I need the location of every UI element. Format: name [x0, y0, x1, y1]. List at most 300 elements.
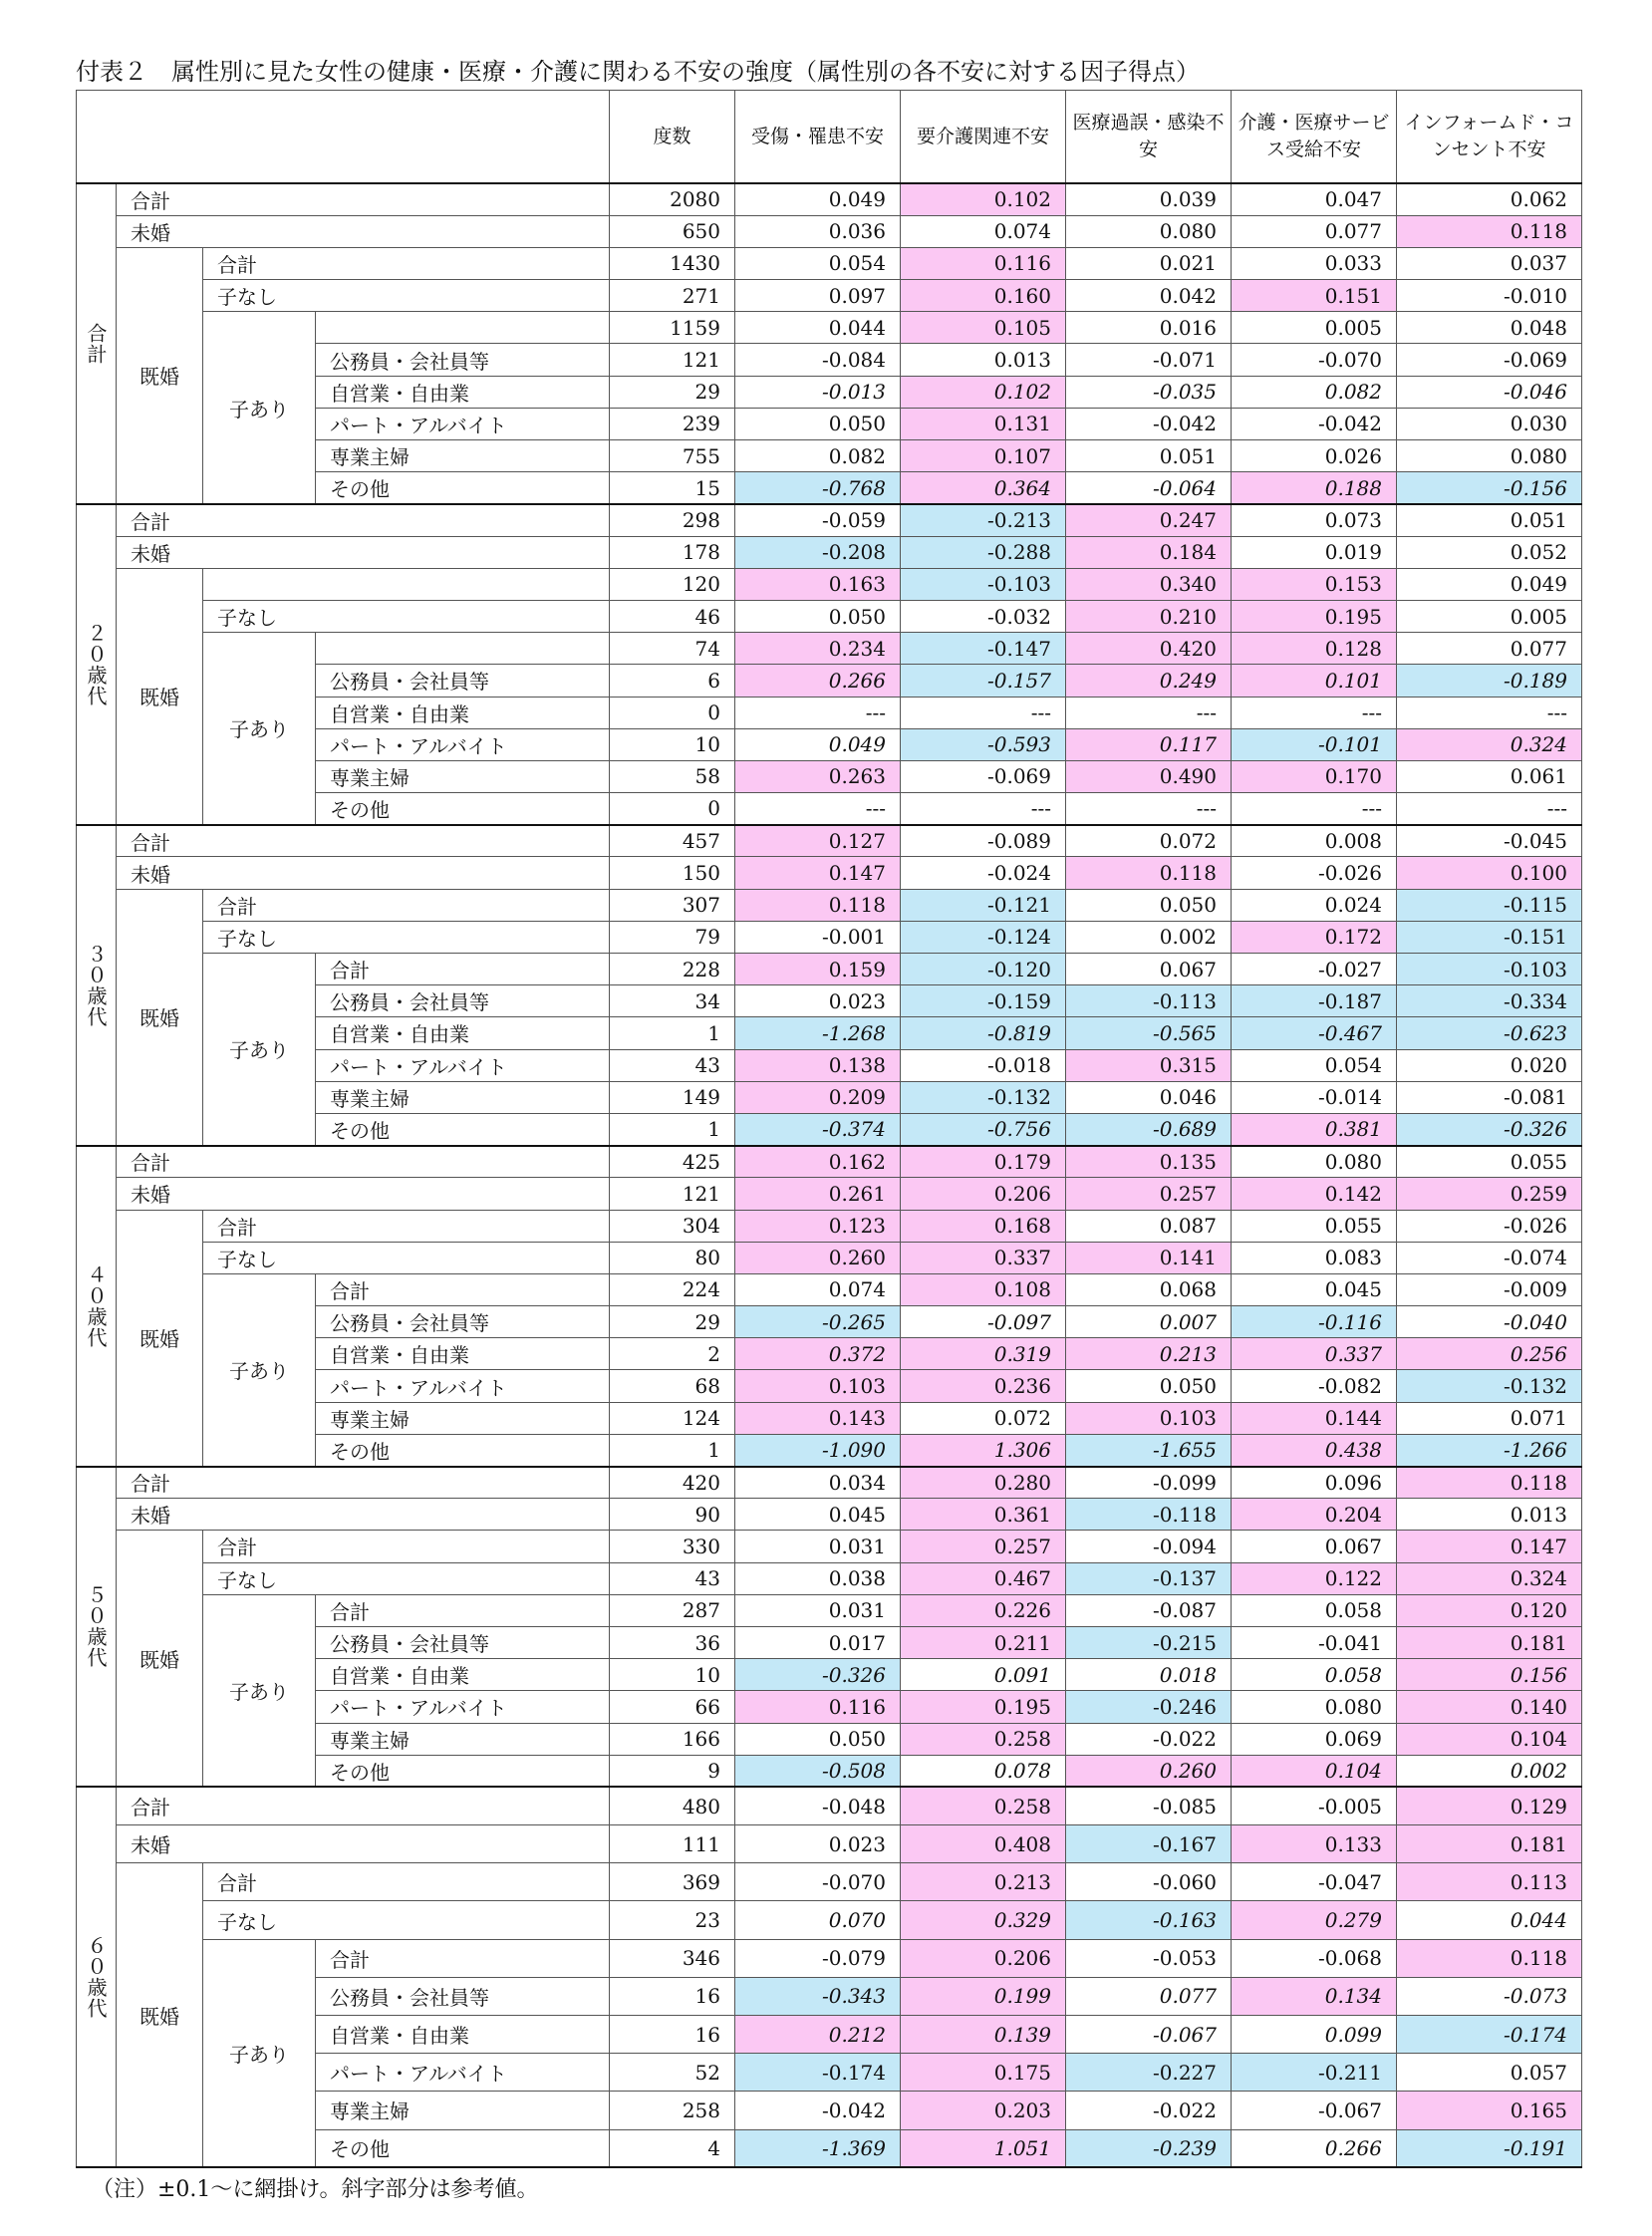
score-cell: -0.103: [1397, 954, 1582, 985]
score-cell: 0.213: [1066, 1338, 1232, 1370]
score-cell: 0.319: [901, 1338, 1066, 1370]
score-cell: 0.026: [1232, 440, 1397, 472]
score-cell: 0.199: [901, 1977, 1066, 2015]
score-cell: 0.054: [1232, 1049, 1397, 1081]
row-label-part: パート・アルバイト: [316, 1370, 610, 1402]
score-cell: 0.042: [1066, 280, 1232, 312]
frequency-cell: 124: [610, 1402, 735, 1434]
score-cell: ---: [735, 697, 901, 728]
score-cell: 0.096: [1232, 1467, 1397, 1499]
score-cell: 0.044: [1397, 1901, 1582, 1939]
row-label-unmarried: 未婚: [117, 215, 610, 247]
with-child-label: 子あり: [203, 1594, 316, 1787]
row-label-civil: 公務員・会社員等: [316, 1306, 610, 1338]
group-label: ５０歳代: [77, 1467, 117, 1788]
score-cell: -0.265: [735, 1306, 901, 1338]
score-cell: 0.070: [735, 1901, 901, 1939]
frequency-cell: 43: [610, 1562, 735, 1594]
frequency-cell: 121: [610, 1178, 735, 1210]
score-cell: -0.227: [1066, 2054, 1232, 2092]
frequency-cell: 0: [610, 793, 735, 825]
score-cell: 0.165: [1397, 2092, 1582, 2129]
score-cell: 0.324: [1397, 1562, 1582, 1594]
score-cell: 0.074: [901, 215, 1066, 247]
score-cell: 0.103: [735, 1370, 901, 1402]
score-cell: -0.048: [735, 1787, 901, 1824]
score-cell: 0.188: [1232, 472, 1397, 504]
score-cell: 0.048: [1397, 312, 1582, 344]
score-cell: 0.007: [1066, 1306, 1232, 1338]
score-cell: 0.127: [735, 825, 901, 857]
group-label: ６０歳代: [77, 1787, 117, 2167]
score-cell: 0.151: [1232, 280, 1397, 312]
score-cell: 0.080: [1066, 215, 1232, 247]
score-cell: ---: [1397, 697, 1582, 728]
table-row: [77, 954, 1582, 985]
score-cell: -0.213: [901, 504, 1066, 536]
frequency-cell: 68: [610, 1370, 735, 1402]
score-cell: -0.026: [1397, 1210, 1582, 1242]
score-cell: 0.058: [1232, 1659, 1397, 1691]
score-cell: -0.239: [1066, 2129, 1232, 2167]
score-cell: 0.005: [1397, 600, 1582, 632]
header-freq: 度数: [610, 91, 735, 184]
score-cell: 0.364: [901, 472, 1066, 504]
score-cell: -0.118: [1066, 1499, 1232, 1531]
score-cell: -0.001: [735, 921, 901, 953]
score-cell: 0.139: [901, 2016, 1066, 2054]
score-cell: -0.151: [1397, 921, 1582, 953]
score-cell: 0.020: [1397, 1049, 1582, 1081]
frequency-cell: 457: [610, 825, 735, 857]
score-cell: 0.256: [1397, 1338, 1582, 1370]
score-cell: 0.050: [735, 600, 901, 632]
score-cell: 0.172: [1232, 921, 1397, 953]
score-cell: -0.067: [1232, 2092, 1397, 2129]
score-cell: -0.163: [1066, 1901, 1232, 1939]
score-cell: 0.054: [735, 247, 901, 279]
table-row: [77, 1146, 1582, 1178]
score-cell: 0.067: [1232, 1531, 1397, 1562]
score-cell: 0.266: [1232, 2129, 1397, 2167]
score-cell: -0.343: [735, 1977, 901, 2015]
frequency-cell: 36: [610, 1626, 735, 1658]
row-label-total: 合計: [117, 825, 610, 857]
row-label-civil: 公務員・会社員等: [316, 344, 610, 376]
frequency-cell: 6: [610, 665, 735, 697]
score-cell: 0.261: [735, 1178, 901, 1210]
score-cell: -0.121: [901, 889, 1066, 921]
group-section: [77, 825, 1582, 1146]
score-cell: 0.105: [901, 312, 1066, 344]
score-cell: 0.074: [735, 1273, 901, 1305]
row-label-house: 専業主婦: [316, 760, 610, 792]
score-cell: 0.050: [735, 1723, 901, 1755]
score-cell: 0.024: [1232, 889, 1397, 921]
married-label: 既婚: [117, 889, 203, 1146]
score-cell: -0.113: [1066, 985, 1232, 1017]
header-col: インフォームド・コンセント不安: [1397, 91, 1582, 184]
score-cell: 0.195: [1232, 600, 1397, 632]
table-row: [77, 1863, 1582, 1901]
frequency-cell: 258: [610, 2092, 735, 2129]
score-cell: -0.035: [1066, 376, 1232, 408]
score-cell: 0.050: [1066, 889, 1232, 921]
score-cell: -0.069: [901, 760, 1066, 792]
score-cell: -0.005: [1232, 1787, 1397, 1824]
score-cell: -0.040: [1397, 1306, 1582, 1338]
score-cell: -0.124: [901, 921, 1066, 953]
score-cell: 0.118: [1066, 857, 1232, 889]
table-row: [77, 504, 1582, 536]
row-label-other: その他: [316, 2129, 610, 2167]
score-cell: -1.369: [735, 2129, 901, 2167]
frequency-cell: 4: [610, 2129, 735, 2167]
score-cell: -0.060: [1066, 1863, 1232, 1901]
row-label-house: 専業主婦: [316, 1402, 610, 1434]
table-row: [77, 1467, 1582, 1499]
score-cell: 0.091: [901, 1659, 1066, 1691]
score-cell: -0.097: [901, 1306, 1066, 1338]
table-row: [77, 1825, 1582, 1863]
row-label-civil: 公務員・会社員等: [316, 1626, 610, 1658]
score-cell: -0.211: [1232, 2054, 1397, 2092]
score-cell: 0.039: [1066, 183, 1232, 215]
score-cell: -0.191: [1397, 2129, 1582, 2167]
score-cell: 0.068: [1066, 1273, 1232, 1305]
score-cell: 0.160: [901, 280, 1066, 312]
score-cell: 0.045: [735, 1499, 901, 1531]
score-cell: -0.174: [1397, 2016, 1582, 2054]
row-label-no-child: 子なし: [203, 921, 610, 953]
table-row: [77, 536, 1582, 568]
score-cell: 0.046: [1066, 1081, 1232, 1113]
header-col: 医療過誤・感染不安: [1066, 91, 1232, 184]
score-cell: 0.162: [735, 1146, 901, 1178]
score-cell: -0.046: [1397, 376, 1582, 408]
score-cell: 0.280: [901, 1467, 1066, 1499]
row-label-no-child: 子なし: [203, 280, 610, 312]
frequency-cell: 425: [610, 1146, 735, 1178]
score-cell: 0.361: [901, 1499, 1066, 1531]
frequency-cell: 149: [610, 1081, 735, 1113]
score-cell: -0.009: [1397, 1273, 1582, 1305]
score-cell: -0.045: [1397, 825, 1582, 857]
score-cell: 0.108: [901, 1273, 1066, 1305]
row-label-self: 自営業・自由業: [316, 1017, 610, 1049]
married-label: 既婚: [117, 247, 203, 504]
score-cell: 0.116: [735, 1691, 901, 1723]
score-cell: ---: [1066, 697, 1232, 728]
table-row: [77, 825, 1582, 857]
row-label-other: その他: [316, 1434, 610, 1466]
score-cell: 0.258: [901, 1787, 1066, 1824]
score-cell: -0.059: [735, 504, 901, 536]
frequency-cell: 1: [610, 1434, 735, 1466]
score-cell: 0.103: [1066, 1402, 1232, 1434]
row-label-child-total: 合計: [316, 1594, 610, 1626]
frequency-cell: 287: [610, 1594, 735, 1626]
score-cell: 0.184: [1066, 536, 1232, 568]
table-row: [77, 1594, 1582, 1626]
score-cell: 0.107: [901, 440, 1066, 472]
score-cell: ---: [1232, 793, 1397, 825]
row-label-house: 専業主婦: [316, 1723, 610, 1755]
score-cell: 0.097: [735, 280, 901, 312]
score-cell: 0.340: [1066, 568, 1232, 600]
score-cell: -0.022: [1066, 2092, 1232, 2129]
score-cell: 0.050: [1066, 1370, 1232, 1402]
score-cell: -0.082: [1232, 1370, 1397, 1402]
score-cell: 0.062: [1397, 183, 1582, 215]
score-cell: -0.689: [1066, 1113, 1232, 1145]
score-cell: 0.226: [901, 1594, 1066, 1626]
score-cell: 0.080: [1232, 1146, 1397, 1178]
score-cell: 0.329: [901, 1901, 1066, 1939]
frequency-cell: 369: [610, 1863, 735, 1901]
frequency-cell: 34: [610, 985, 735, 1017]
score-cell: -0.032: [901, 600, 1066, 632]
score-cell: -0.069: [1397, 344, 1582, 376]
row-label-house: 専業主婦: [316, 440, 610, 472]
married-label: 既婚: [117, 568, 203, 825]
score-cell: 0.156: [1397, 1659, 1582, 1691]
frequency-cell: 120: [610, 568, 735, 600]
score-cell: -0.070: [735, 1863, 901, 1901]
header-col: 介護・医療サービス受給不安: [1232, 91, 1397, 184]
row-label-part: パート・アルバイト: [316, 1691, 610, 1723]
table-header: [77, 91, 1582, 184]
row-label-unmarried: 未婚: [117, 1178, 610, 1210]
score-cell: -0.208: [735, 536, 901, 568]
row-label-part: パート・アルバイト: [316, 1049, 610, 1081]
score-cell: 0.147: [1397, 1531, 1582, 1562]
score-cell: -0.024: [901, 857, 1066, 889]
score-cell: 0.047: [1232, 183, 1397, 215]
table-row: [77, 247, 1582, 279]
score-cell: 0.037: [1397, 247, 1582, 279]
empty-label-cell: [316, 633, 610, 665]
married-label: 既婚: [117, 1531, 203, 1788]
row-label-unmarried: 未婚: [117, 1499, 610, 1531]
score-cell: ---: [1066, 793, 1232, 825]
score-cell: 0.131: [901, 408, 1066, 439]
row-label-total: 合計: [117, 504, 610, 536]
score-cell: 0.102: [901, 183, 1066, 215]
row-label-civil: 公務員・会社員等: [316, 985, 610, 1017]
row-label-married-total: 合計: [203, 889, 610, 921]
score-cell: -0.132: [901, 1081, 1066, 1113]
table-row: [77, 921, 1582, 953]
score-cell: 0.138: [735, 1049, 901, 1081]
row-label-married-total: 合計: [203, 1863, 610, 1901]
score-cell: -1.655: [1066, 1434, 1232, 1466]
score-cell: 0.141: [1066, 1242, 1232, 1273]
score-cell: 0.008: [1232, 825, 1397, 857]
table-row: [77, 1210, 1582, 1242]
score-cell: 0.143: [735, 1402, 901, 1434]
score-cell: -0.288: [901, 536, 1066, 568]
row-label-other: その他: [316, 793, 610, 825]
score-cell: -0.326: [735, 1659, 901, 1691]
row-label-other: その他: [316, 472, 610, 504]
group-section: [77, 1787, 1582, 2167]
score-cell: -0.014: [1232, 1081, 1397, 1113]
score-cell: 0.116: [901, 247, 1066, 279]
score-cell: 0.038: [735, 1562, 901, 1594]
score-cell: -0.174: [735, 2054, 901, 2092]
frequency-cell: 178: [610, 536, 735, 568]
score-cell: -0.157: [901, 665, 1066, 697]
score-cell: 0.072: [901, 1402, 1066, 1434]
score-cell: -0.159: [901, 985, 1066, 1017]
score-cell: ---: [901, 697, 1066, 728]
score-cell: 0.049: [735, 183, 901, 215]
score-cell: ---: [1232, 697, 1397, 728]
header-blank: [77, 91, 610, 184]
score-cell: 0.055: [1232, 1210, 1397, 1242]
score-cell: -0.187: [1232, 985, 1397, 1017]
score-cell: 0.099: [1232, 2016, 1397, 2054]
score-cell: 0.372: [735, 1338, 901, 1370]
frequency-cell: 650: [610, 215, 735, 247]
score-cell: 0.142: [1232, 1178, 1397, 1210]
frequency-cell: 224: [610, 1273, 735, 1305]
score-cell: -0.094: [1066, 1531, 1232, 1562]
score-cell: -0.756: [901, 1113, 1066, 1145]
with-child-label: 子あり: [203, 1273, 316, 1466]
score-cell: -0.041: [1232, 1626, 1397, 1658]
row-label-part: パート・アルバイト: [316, 408, 610, 439]
table-row: [77, 1901, 1582, 1939]
row-label-total: 合計: [117, 183, 610, 215]
score-cell: 0.279: [1232, 1901, 1397, 1939]
score-cell: 0.260: [1066, 1755, 1232, 1787]
score-cell: -0.073: [1397, 1977, 1582, 2015]
score-cell: -0.156: [1397, 472, 1582, 504]
score-cell: 0.153: [1232, 568, 1397, 600]
score-cell: 0.061: [1397, 760, 1582, 792]
score-cell: 0.077: [1232, 215, 1397, 247]
score-cell: 0.118: [1397, 1467, 1582, 1499]
row-label-total: 合計: [117, 1146, 610, 1178]
row-label-house: 専業主婦: [316, 1081, 610, 1113]
with-child-label: 子あり: [203, 312, 316, 504]
score-cell: 0.002: [1397, 1755, 1582, 1787]
married-label: 既婚: [117, 1863, 203, 2168]
score-cell: -0.623: [1397, 1017, 1582, 1049]
score-cell: -0.084: [735, 344, 901, 376]
score-cell: 0.049: [1397, 568, 1582, 600]
score-cell: 0.159: [735, 954, 901, 985]
score-cell: 0.082: [1232, 376, 1397, 408]
row-label-married-total: 合計: [203, 1210, 610, 1242]
row-label-self: 自営業・自由業: [316, 1659, 610, 1691]
score-cell: -0.026: [1232, 857, 1397, 889]
frequency-cell: 480: [610, 1787, 735, 1824]
score-cell: 0.002: [1066, 921, 1232, 953]
row-label-self: 自営業・自由業: [316, 2016, 610, 2054]
score-cell: 0.104: [1232, 1755, 1397, 1787]
score-cell: -0.070: [1232, 344, 1397, 376]
score-cell: 0.438: [1232, 1434, 1397, 1466]
score-cell: 0.210: [1066, 600, 1232, 632]
frequency-cell: 10: [610, 1659, 735, 1691]
group-label: 合計: [77, 183, 117, 504]
score-cell: -0.010: [1397, 280, 1582, 312]
frequency-cell: 166: [610, 1723, 735, 1755]
score-cell: -1.090: [735, 1434, 901, 1466]
row-label-married-total: 合計: [203, 247, 610, 279]
score-cell: -0.047: [1232, 1863, 1397, 1901]
score-cell: 0.206: [901, 1178, 1066, 1210]
frequency-cell: 228: [610, 954, 735, 985]
score-cell: 0.140: [1397, 1691, 1582, 1723]
frequency-cell: 0: [610, 697, 735, 728]
row-label-child-total: 合計: [316, 1273, 610, 1305]
score-cell: 0.102: [901, 376, 1066, 408]
score-cell: 0.135: [1066, 1146, 1232, 1178]
row-label-house: 専業主婦: [316, 2092, 610, 2129]
group-section: [77, 504, 1582, 825]
table-row: [77, 312, 1582, 344]
score-cell: -0.768: [735, 472, 901, 504]
score-cell: -0.042: [735, 2092, 901, 2129]
row-label-unmarried: 未婚: [117, 1825, 610, 1863]
score-cell: 0.050: [735, 408, 901, 439]
score-cell: 0.212: [735, 2016, 901, 2054]
group-section: [77, 183, 1582, 504]
score-cell: 0.258: [901, 1723, 1066, 1755]
score-cell: 0.181: [1397, 1626, 1582, 1658]
score-cell: 0.017: [735, 1626, 901, 1658]
frequency-cell: 1: [610, 1113, 735, 1145]
table-row: [77, 1273, 1582, 1305]
row-label-total: 合計: [117, 1787, 610, 1824]
score-cell: -0.137: [1066, 1562, 1232, 1594]
score-cell: -0.064: [1066, 472, 1232, 504]
score-cell: 0.117: [1066, 728, 1232, 760]
table-row: [77, 1178, 1582, 1210]
score-cell: 0.030: [1397, 408, 1582, 439]
frequency-cell: 29: [610, 1306, 735, 1338]
score-cell: 0.077: [1397, 633, 1582, 665]
score-cell: 0.118: [735, 889, 901, 921]
score-cell: -0.565: [1066, 1017, 1232, 1049]
score-cell: 0.175: [901, 2054, 1066, 2092]
factor-score-table: [76, 90, 1582, 2168]
score-cell: 0.018: [1066, 1659, 1232, 1691]
score-cell: 0.263: [735, 760, 901, 792]
score-cell: 0.467: [901, 1562, 1066, 1594]
score-cell: 0.163: [735, 568, 901, 600]
score-cell: -1.266: [1397, 1434, 1582, 1466]
empty-label-cell: [203, 568, 610, 600]
score-cell: 0.021: [1066, 247, 1232, 279]
frequency-cell: 1159: [610, 312, 735, 344]
score-cell: 1.306: [901, 1434, 1066, 1466]
score-cell: -0.042: [1232, 408, 1397, 439]
frequency-cell: 330: [610, 1531, 735, 1562]
score-cell: 0.181: [1397, 1825, 1582, 1863]
score-cell: -0.189: [1397, 665, 1582, 697]
row-label-part: パート・アルバイト: [316, 2054, 610, 2092]
row-label-part: パート・アルバイト: [316, 728, 610, 760]
frequency-cell: 2: [610, 1338, 735, 1370]
score-cell: -0.099: [1066, 1467, 1232, 1499]
with-child-label: 子あり: [203, 1939, 316, 2167]
score-cell: 0.023: [735, 985, 901, 1017]
